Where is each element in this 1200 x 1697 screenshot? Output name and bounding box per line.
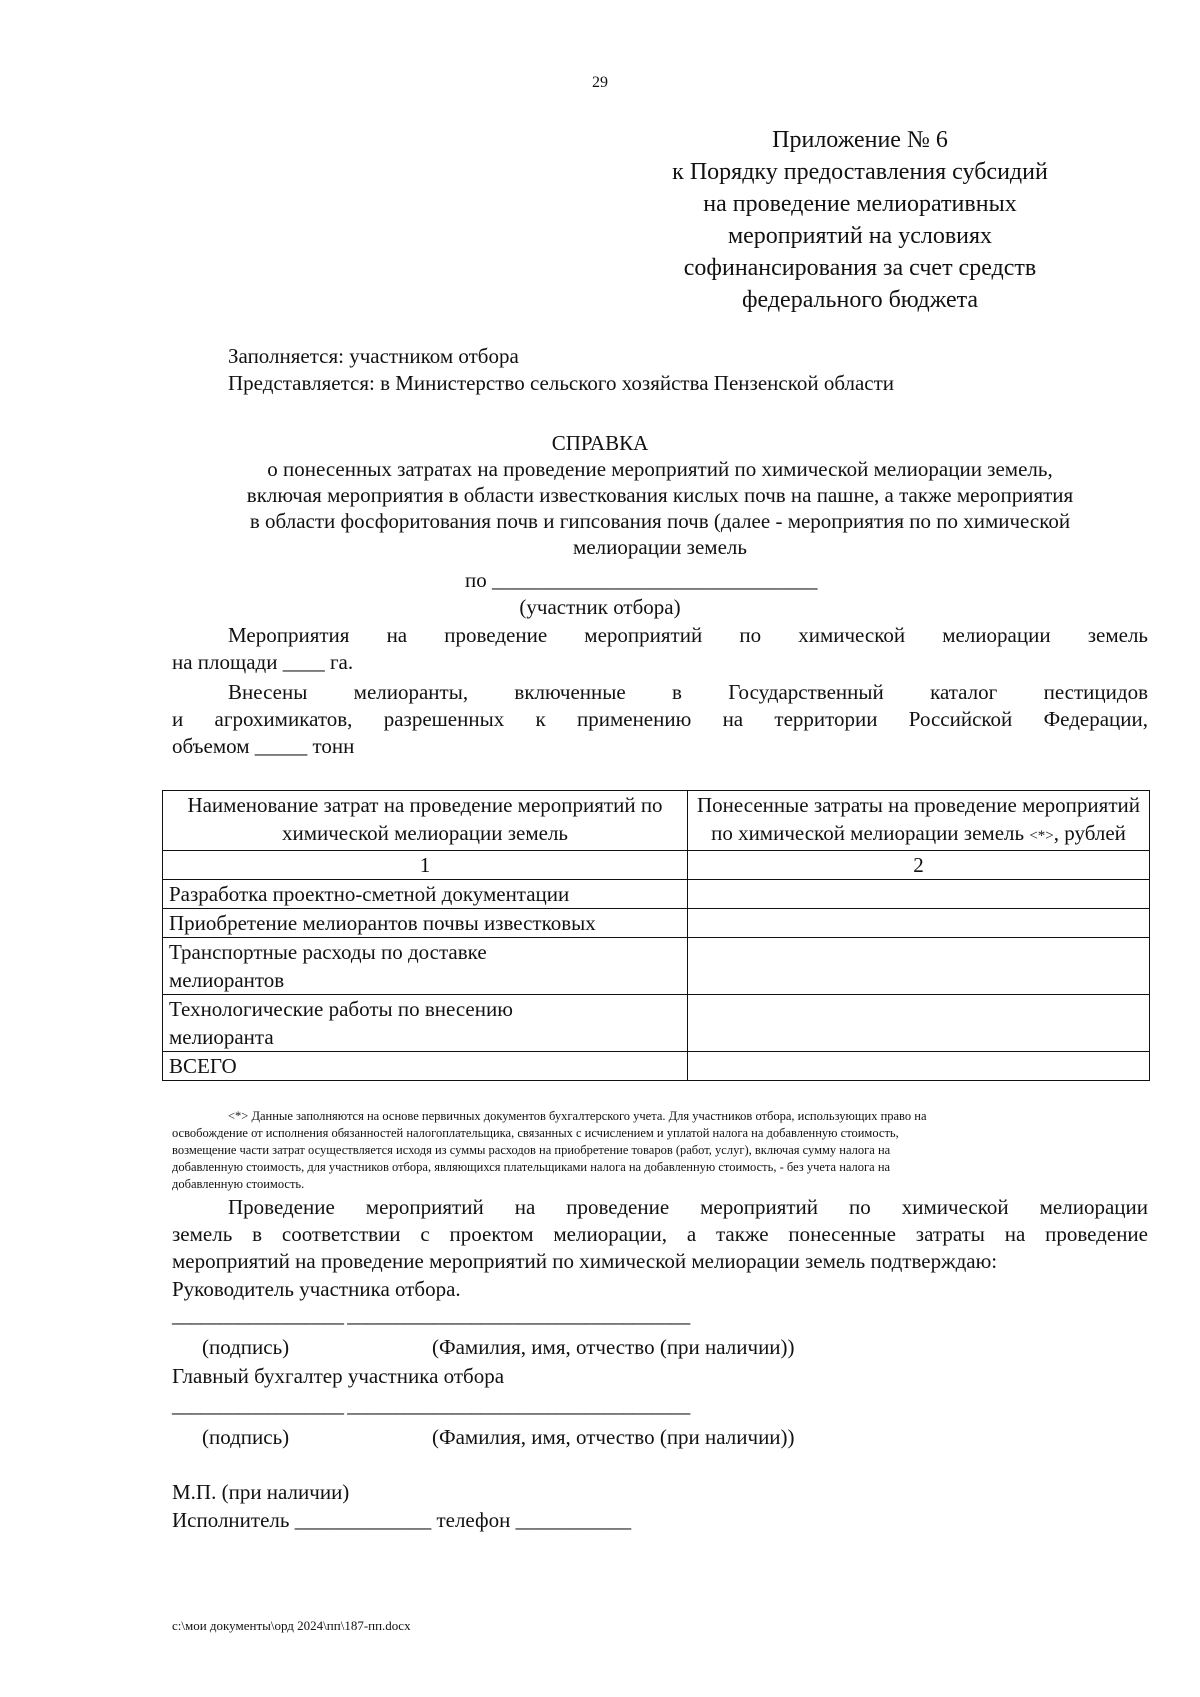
document-subtitle xyxy=(172,456,1148,560)
appendix-line: софинансирования за счет средств xyxy=(683,255,1037,281)
confirmation-line-2: земель в соответствии с проектом мелиорации, а также понесенные затраты на проведение xyxy=(172,1222,1148,1246)
cost-name-cell: Разработка проектно-сметной документации xyxy=(163,880,688,909)
appendix-line: мероприятий на условиях xyxy=(727,223,993,249)
column-number: 1 xyxy=(163,851,688,880)
confirmation-line-1: Проведение мероприятий на проведение мероприятий по химической мелиорации xyxy=(228,1195,1148,1219)
total-label-cell: ВСЕГО xyxy=(163,1052,688,1081)
footnote-line: <*> Данные заполняются на основе первичных документов бухгалтерского учета. Для участников отбора, использующих право на xyxy=(228,1109,927,1123)
footnote-line: возмещение части затрат осуществляется исходя из суммы расходов на приобретение товаров (работ, услуг), включая сумму налога на xyxy=(172,1143,891,1157)
appendix-header xyxy=(620,124,1100,316)
header-cost-name: Наименование затрат на проведение мероприятий по химической мелиорации земель xyxy=(163,791,688,851)
cost-value-cell xyxy=(688,909,1150,938)
document-title: СПРАВКА xyxy=(551,431,649,455)
column-number: 2 xyxy=(688,851,1150,880)
subtitle-line: включая мероприятия в области известкования кислых почв на пашне, а также мероприятия xyxy=(246,483,1074,507)
accountant-name-caption: (Фамилия, имя, отчество (при наличии)) xyxy=(432,1425,795,1449)
head-signature-caption: (подпись) xyxy=(202,1335,290,1359)
subtitle-line: о понесенных затратах на проведение мероприятий по химической мелиорации земель, xyxy=(267,457,1053,481)
submitted-to-text: Представляется: в Министерство сельского хозяйства Пензенской области xyxy=(228,371,895,395)
table-header-row xyxy=(163,791,1150,851)
activities-line-1: Мероприятия на проведение мероприятий по химической мелиорации земель xyxy=(228,623,1148,647)
accountant-signature-line: __________________ ____________________________________ xyxy=(172,1393,690,1417)
table-row xyxy=(163,995,1150,1052)
stamp-label: М.П. (при наличии) xyxy=(172,1480,350,1504)
table-row xyxy=(163,938,1150,995)
cost-value-cell xyxy=(688,995,1150,1052)
subtitle-line: в области фосфоритования почв и гипсования почв (далее - мероприятия по по химической xyxy=(249,509,1071,533)
header-cost-amount xyxy=(688,791,1150,851)
cost-value-cell xyxy=(688,880,1150,909)
cost-name-cell: Приобретение мелиорантов почвы известковых xyxy=(163,909,688,938)
ameliorants-line-1: Внесены мелиоранты, включенные в Государственный каталог пестицидов xyxy=(228,680,1148,704)
chief-accountant-label: Главный бухгалтер участника отбора xyxy=(172,1364,505,1388)
footnote-line: добавленную стоимость. xyxy=(172,1177,305,1191)
footnote-line: добавленную стоимость, для участников отбора, являющихся плательщиками налога на добавленную стоимость, - без учета налога на xyxy=(172,1160,891,1174)
filled-by-text: Заполняется: участником отбора xyxy=(228,344,519,368)
head-of-participant-label: Руководитель участника отбора. xyxy=(172,1277,461,1301)
header-cost-amount-text: Понесенные затраты на проведение мероприятий по химической мелиорации земель xyxy=(697,793,1140,845)
appendix-line: на проведение мелиоративных xyxy=(703,191,1017,217)
costs-table xyxy=(162,790,1150,1081)
table-row xyxy=(163,880,1150,909)
activities-line-2: на площади ____ га. xyxy=(172,650,354,674)
table-row-total xyxy=(163,1052,1150,1081)
cost-name-cell: Технологические работы по внесению мелиоранта xyxy=(163,995,688,1052)
participant-caption: (участник отбора) xyxy=(519,595,681,619)
ameliorants-line-3: объемом _____ тонн xyxy=(172,734,355,758)
total-value-cell xyxy=(688,1052,1150,1081)
ameliorants-line-2: и агрохимикатов, разрешенных к применению на территории Российской Федерации, xyxy=(172,707,1148,731)
header-cost-unit: , рублей xyxy=(1053,821,1126,845)
appendix-line: Приложение № 6 xyxy=(772,127,948,153)
table-row-numbers xyxy=(163,851,1150,880)
appendix-line: федерального бюджета xyxy=(741,287,979,313)
head-signature-line: __________________ ____________________________________ xyxy=(172,1303,690,1327)
subtitle-line: мелиорации земель xyxy=(573,535,747,559)
cost-value-cell xyxy=(688,938,1150,995)
footnote-ref: <*> xyxy=(1029,828,1054,844)
head-name-caption: (Фамилия, имя, отчество (при наличии)) xyxy=(432,1335,795,1359)
executor-line: Исполнитель _____________ телефон ___________ xyxy=(172,1508,632,1532)
participant-field: по _______________________________ xyxy=(465,568,818,592)
footnote xyxy=(172,1108,1148,1193)
appendix-line: к Порядку предоставления субсидий xyxy=(672,159,1048,185)
confirmation-line-3: мероприятий на проведение мероприятий по химической мелиорации земель подтверждаю: xyxy=(172,1249,998,1273)
page-number: 29 xyxy=(592,74,608,91)
cost-name-cell: Транспортные расходы по доставке мелиорантов xyxy=(163,938,688,995)
footnote-line: освобождение от исполнения обязанностей налогоплательщика, связанных с исчислением и уплатой налога на добавленную стоимость, xyxy=(172,1126,899,1140)
table-row xyxy=(163,909,1150,938)
file-path: с:\мои документы\орд 2024\пп\187-пп.docx xyxy=(172,1618,411,1633)
accountant-signature-caption: (подпись) xyxy=(202,1425,290,1449)
